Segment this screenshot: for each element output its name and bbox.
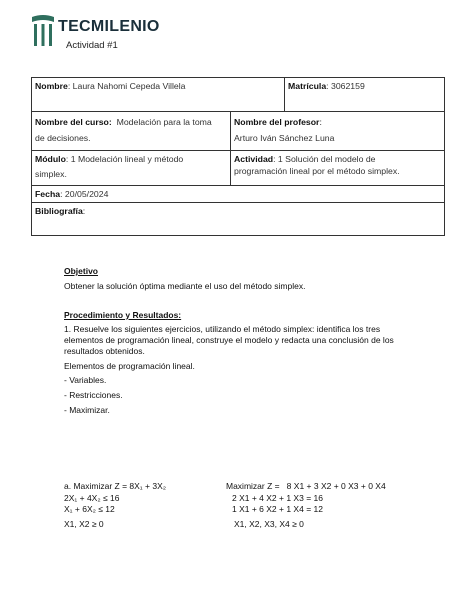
actividad-label: Actividad [234,154,274,164]
objetivo-text: Obtener la solución óptima mediante el uso del método simplex. [64,281,306,291]
modulo-label: Módulo [35,154,66,164]
bibliografia-label: Bibliografía [35,206,83,216]
matricula-cell [285,78,445,112]
modulo-cell [32,151,231,186]
profesor-label: Nombre del profesor [234,117,320,127]
exercise-a-block [64,481,166,530]
standard-form-nonnegativity: X1, X2, X3, X4 ≥ 0 [234,518,304,529]
curso-value-1: Modelación para la toma [116,117,212,127]
standard-form-objective: Maximizar Z = 8 X1 + 3 X2 + 0 X3 + 0 X4 [226,481,386,491]
modulo-value-2: simplex. [35,169,67,179]
nombre-cell [32,78,285,112]
nombre-value: : Laura Nahomi Cepeda Villela [67,81,186,91]
matricula-label: Matrícula [288,81,327,91]
modulo-value-1: : 1 Modelación lineal y método [65,154,184,164]
exercise-a-nonnegativity: X1, X2 ≥ 0 [64,518,104,529]
curso-label: Nombre del curso: [35,117,112,127]
student-info-table [31,77,445,236]
document-header [30,14,330,54]
bibliografia-colon: : [82,206,86,216]
standard-form-block [226,481,386,530]
brand-name: TECMILENIO [58,18,160,35]
actividad-value-2: programación lineal por el método simplex. [234,166,400,176]
exercise-a-constraint-1: 2X₁ + 4X₂ ≤ 16 [64,492,120,503]
profesor-value: Arturo Iván Sánchez Luna [234,133,335,143]
fecha-value: : 20/05/2024 [60,189,109,199]
profesor-cell [231,112,445,151]
objetivo-heading: Objetivo [64,266,99,276]
nombre-label: Nombre [35,81,68,91]
fecha-cell [32,186,445,203]
actividad-cell [231,151,445,186]
activity-tag: Actividad #1 [66,40,118,51]
procedimiento-heading: Procedimiento y Resultados: [64,310,182,320]
fecha-label: Fecha [35,189,61,199]
restricciones-item: - Restricciones. [64,390,123,400]
maximizar-item: - Maximizar. [64,405,110,415]
bibliografia-cell [32,203,445,236]
curso-value-2: de decisiones. [35,133,91,143]
actividad-value-1: : 1 Solución del modelo de [273,154,376,164]
standard-form-constraint-1: 2 X1 + 4 X2 + 1 X3 = 16 [232,492,323,503]
tecmilenio-logo-icon [30,14,56,48]
profesor-colon: : [319,117,322,127]
procedimiento-text: 1. Resuelve los siguientes ejercicios, utilizando el método simplex: identifica los tres elementos de programación lineal, construye el modelo y redacta una conclusión de los resultados obtenidos. [64,324,394,356]
exercise-a-constraint-2: X₁ + 6X₂ ≤ 12 [64,504,115,514]
standard-form-constraint-2: 1 X1 + 6 X2 + 1 X4 = 12 [232,504,323,514]
elementos-text: Elementos de programación lineal. [64,361,195,371]
exercise-a-objective: a. Maximizar Z = 8X₁ + 3X₂ [64,481,167,491]
variables-item: - Variables. [64,375,107,385]
curso-cell [32,112,231,151]
matricula-value: : 3062159 [326,81,365,91]
